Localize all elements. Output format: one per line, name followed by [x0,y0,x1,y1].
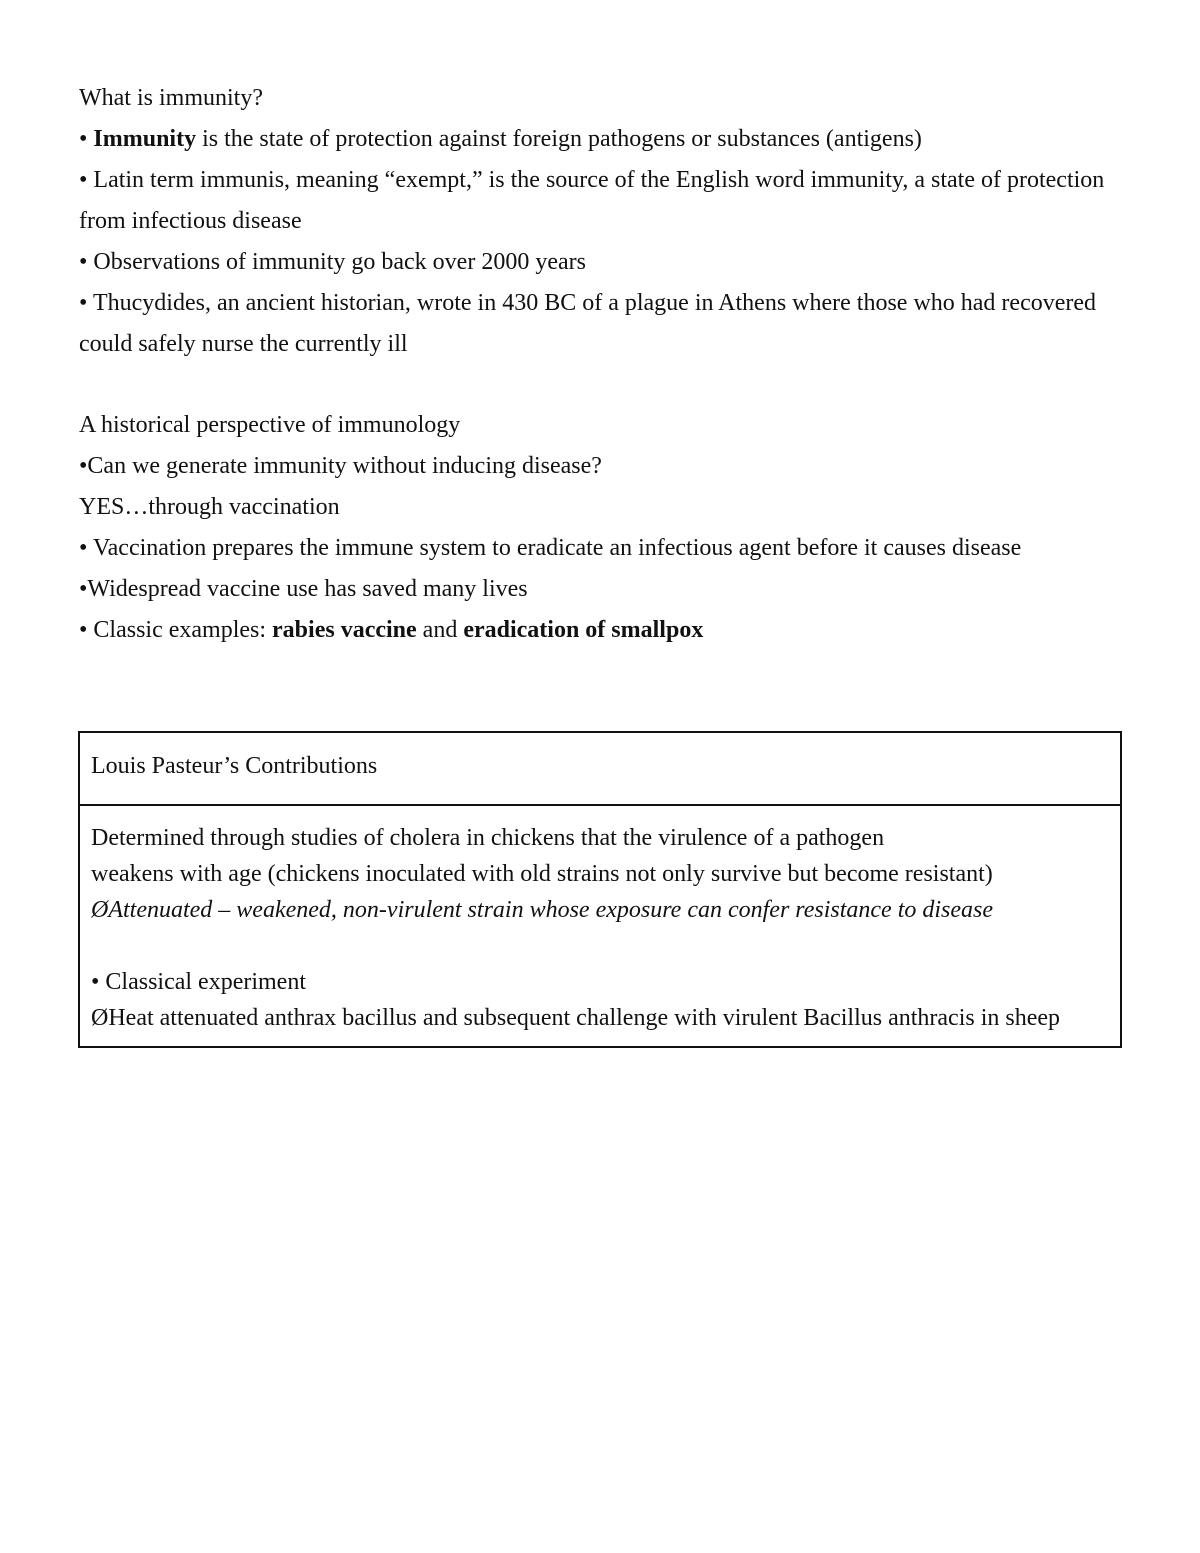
bullet-prefix: • Classic examples: [79,617,273,643]
bullet-observations: • Observations of immunity go back over 2000 years [79,249,586,275]
bullet-text: is the state of protection against foreign pathogens or substances (antigens) [196,126,922,152]
document-page [79,78,1122,651]
bullet-widespread-vaccine: •Widespread vaccine use has saved many lives [79,576,528,602]
answer-vaccination: YES…through vaccination [79,494,340,520]
section-heading-immunity: What is immunity? [79,85,263,111]
attenuated-definition: ØAttenuated – weakened, non-virulent strain whose exposure can confer resistance to disease [91,897,994,923]
term-rabies-vaccine: rabies vaccine [272,617,417,643]
section-heading-history: A historical perspective of immunology [79,412,461,438]
pasteur-contributions-table [78,731,1122,1048]
bullet-classic-examples [79,610,1122,651]
cholera-study-line-2: weakens with age (chickens inoculated with old strains not only survive but become resistant) [91,861,993,887]
term-smallpox-eradication: eradication of smallpox [463,617,704,643]
anthrax-experiment-detail: ØHeat attenuated anthrax bacillus and subsequent challenge with virulent Bacillus anthracis in sheep [91,1005,1061,1031]
conjunction: and [416,617,464,643]
bullet-generate-immunity: •Can we generate immunity without inducing disease? [79,453,602,479]
table-body [80,806,1120,1046]
classical-experiment-label: • Classical experiment [91,969,307,995]
bullet-prefix: • [79,126,94,152]
bullet-thucydides: • Thucydides, an ancient historian, wrote in 430 BC of a plague in Athens where those who had recovered could safely nurse the currently ill [79,290,1097,357]
bullet-immunity-definition [79,119,1122,160]
table-header: Louis Pasteur’s Contributions [80,733,1120,806]
term-immunity: Immunity [93,126,197,152]
cholera-study-line-1: Determined through studies of cholera in chickens that the virulence of a pathogen [91,825,885,851]
bullet-vaccination-prepares: • Vaccination prepares the immune system to eradicate an infectious agent before it causes disease [79,535,1022,561]
bullet-latin-term: • Latin term immunis, meaning “exempt,” is the source of the English word immunity, a state of protection from infectious disease [79,167,1105,234]
